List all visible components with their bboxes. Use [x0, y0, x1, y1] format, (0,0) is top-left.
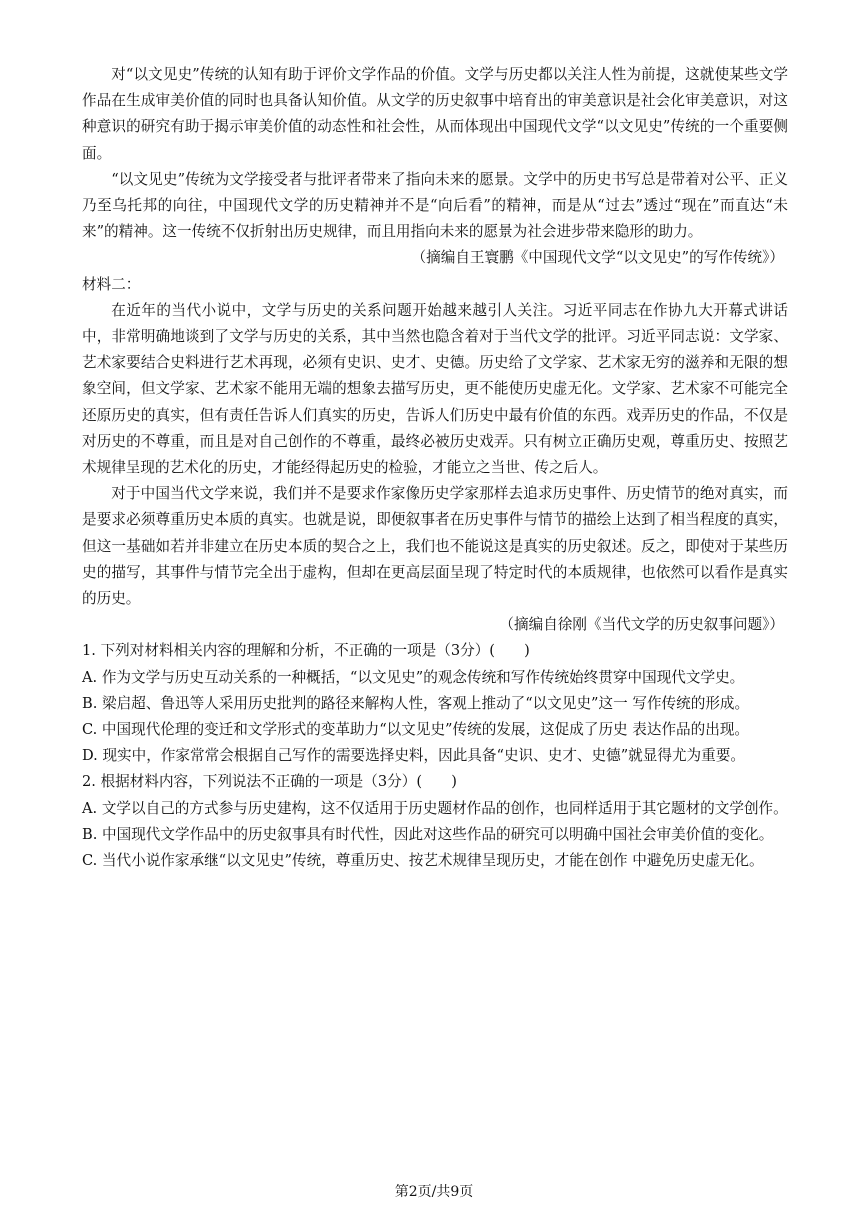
question2-option-b: B. 中国现代文学作品中的历史叙事具有时代性，因此对这些作品的研究可以明确中国社会审美价值的变化。: [82, 825, 774, 843]
material2-paragraph-1: 在近年的当代小说中，文学与历史的关系问题开始越来越引人关注。习近平同志在作协九大开幕式讲话中，非常明确地谈到了文学与历史的关系，其中当然也隐含着对于当代文学的批评。习近平同志说：文学家、艺术家要结合史料进行艺术再现，必须有史识、史才、史德。历史给了文学家、艺术家无穷的滋养和无限的想象空间，但文学家、艺术家不能用无端的想象去描写历史，更不能使历史虚无化。文学家、艺术家不可能完全还原历史的真实，但有责任告诉人们真实的历史，告诉人们历史中最有价值的东西。戏弄历史的作品，不仅是对历史的不尊重，而且是对自己创作的不尊重，最终必被历史戏弄。只有树立正确历史观，尊重历史、按照艺术规律呈现的艺术化的历史，才能经得起历史的检验，才能立之当世、传之后人。: [82, 301, 788, 477]
question2-option-a: A. 文学以自己的方式参与历史建构，这不仅适用于历史题材作品的创作，也同样适用于其它题材的文学创作。: [82, 799, 788, 817]
question1-stem: 1. 下列对材料相关内容的理解和分析，不正确的一项是（3分）( ): [82, 642, 530, 660]
material2-label: 材料二：: [82, 275, 141, 293]
question2-option-c: C. 当代小说作家承继“以文见史”传统，尊重历史、按艺术规律呈现历史，才能在创作 中避免历史虚无化。: [82, 852, 764, 870]
question2-stem: 2. 根据材料内容，下列说法不正确的一项是（3分）( ): [82, 773, 457, 791]
material1-source: （摘编自王寰鹏《中国现代文学“以文见史”的写作传统》）: [411, 249, 784, 267]
question1-option-a: A. 作为文学与历史互动关系的一种概括，“以文见史”的观念传统和写作传统始终贯穿中国现代文学史。: [82, 668, 745, 686]
question1-option-d: D. 现实中，作家常常会根据自己写作的需要选择史料，因此具备“史识、史才、史德”就显得尤为重要。: [82, 747, 745, 765]
material1-paragraph-1: 对“以文见史”传统的认知有助于评价文学作品的价值。文学与历史都以关注人性为前提，这就使某些文学作品在生成审美价值的同时也具备认知价值。从文学的历史叙事中培育出的审美意识是社会化审美意识，对这种意识的研究有助于揭示审美价值的动态性和社会性，从而体现出中国现代文学“以文见史”传统的一个重要侧面。: [82, 66, 788, 162]
material1-paragraph-2: “以文见史”传统为文学接受者与批评者带来了指向未来的愿景。文学中的历史书写总是带着对公平、正义乃至乌托邦的向往，中国现代文学的历史精神并不是“向后看”的精神，而是从“过去”透过“现在”而直达“未来”的精神。这一传统不仅折射出历史规律，而且用指向未来的愿景为社会进步带来隐形的助力。: [82, 170, 788, 241]
page-number: 第2页/共9页: [394, 1184, 474, 1200]
question1-option-b: B. 梁启超、鲁迅等人采用历史批判的路径来解构人性，客观上推动了“以文见史”这一 写作传统的形成。: [82, 694, 750, 712]
page-content: [82, 62, 788, 874]
material2-paragraph-2: 对于中国当代文学来说，我们并不是要求作家像历史学家那样去追求历史事件、历史情节的绝对真实，而是要求必须尊重历史本质的真实。也就是说，即便叙事者在历史事件与情节的描绘上达到了相当程度的真实，但这一基础如若并非建立在历史本质的契合之上，我们也不能说这是真实的历史叙述。反之，即使对于某些历史的描写，其事件与情节完全出于虚构，但却在更高层面呈现了特定时代的本质规律，也依然可以看作是真实的历史。: [82, 485, 788, 608]
question1-option-c: C. 中国现代伦理的变迁和文学形式的变革助力“以文见史”传统的发展，这促成了历史 表达作品的出现。: [82, 721, 750, 739]
material2-source: （摘编自徐刚《当代文学的历史叙事问题》）: [499, 616, 784, 634]
